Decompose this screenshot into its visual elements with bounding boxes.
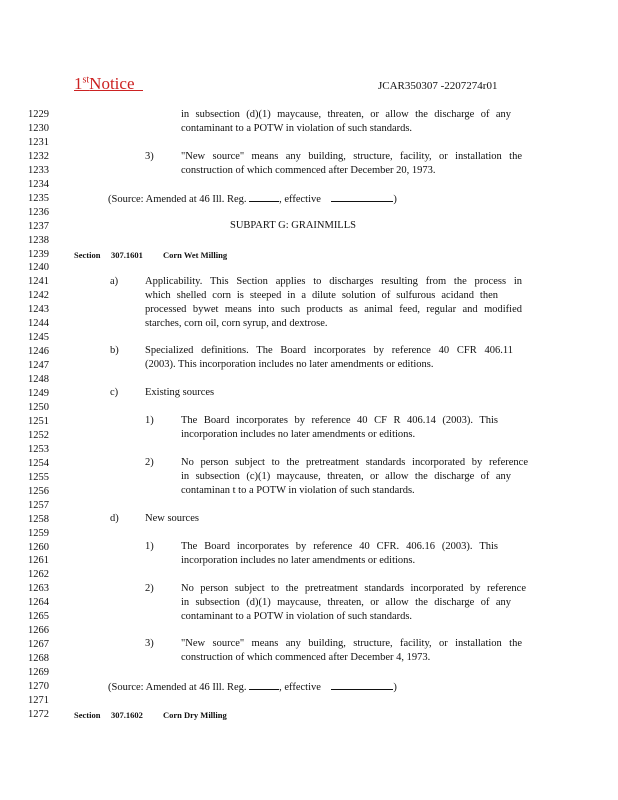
section-1602-id: 307.1602 [111, 710, 143, 720]
d1-line2: incorporation includes no later amendments or editions. [181, 555, 416, 566]
para-d-heading: New sources [145, 513, 199, 524]
line-number: 1235 [28, 192, 49, 204]
source2-b: , effective [279, 682, 321, 693]
item3a-line2: construction of which commenced after December 20, 1973. [181, 165, 436, 176]
line-number: 1264 [28, 597, 49, 609]
line-number: 1240 [28, 262, 49, 274]
line-number: 1232 [28, 150, 49, 162]
c2-number: 2) [145, 457, 154, 468]
section-1601-title: Corn Wet Milling [163, 250, 228, 260]
line-number: 1234 [28, 178, 49, 190]
para-d-label: d) [110, 513, 119, 524]
line-number: 1272 [28, 708, 49, 720]
effective-blank-1 [331, 191, 393, 202]
line-number: 1260 [28, 541, 49, 553]
d1-number: 1) [145, 541, 154, 552]
para-c-heading: Existing sources [145, 387, 215, 398]
source2-a: (Source: Amended at 46 Ill. Reg. [108, 682, 247, 693]
item3a-number: 3) [145, 151, 154, 162]
line-number: 1229 [28, 109, 49, 120]
line-number: 1244 [28, 318, 49, 330]
line-number: 1251 [28, 415, 49, 427]
d3-number: 3) [145, 638, 154, 649]
line-number: 1267 [28, 639, 49, 651]
line-number: 1233 [28, 164, 49, 176]
para-b-line2: (2003). This incorporation includes no later amendments or editions. [145, 359, 434, 370]
c2-line2: in subsection (c)(1) maycause, threaten, or allow the discharge of any [181, 471, 511, 482]
line-number: 1231 [28, 136, 49, 148]
d2-line1: No person subject to the pretreatment standards incorporated by reference [181, 583, 526, 594]
para-c-label: c) [110, 387, 119, 398]
source1-a: (Source: Amended at 46 Ill. Reg. [108, 194, 247, 205]
line-number: 1268 [28, 653, 49, 664]
d3-line2: construction of which commenced after December 4, 1973. [181, 652, 431, 663]
line-number: 1246 [28, 346, 49, 358]
line-number: 1269 [28, 667, 49, 678]
d2-line3: contaminant to a POTW in violation of such standards. [181, 611, 413, 622]
line-number: 1261 [28, 555, 49, 567]
source-note-2 [108, 679, 397, 695]
line-number: 1271 [28, 694, 49, 706]
section-1601-id: 307.1601 [111, 250, 143, 260]
line-number: 1249 [28, 388, 49, 399]
line-number: 1266 [28, 625, 49, 637]
line-number: 1248 [28, 374, 49, 386]
line-number: 1259 [28, 527, 49, 539]
c2-line1: No person subject to the pretreatment standards incorporated by reference [181, 457, 528, 468]
line-number: 1239 [28, 248, 49, 260]
line-number: 1242 [28, 290, 49, 302]
para-a-line1: Applicability. This Section applies to discharges resulting from the process in [145, 276, 522, 287]
line-number: 1245 [28, 332, 49, 344]
notice-label [74, 74, 143, 94]
line-number: 1243 [28, 304, 49, 316]
c1-number: 1) [145, 415, 154, 426]
d1-line1: The Board incorporates by reference 40 CFR. 406.16 (2003). This [181, 541, 498, 552]
c1-line2: incorporation includes no later amendments or editions. [181, 429, 416, 440]
line-number: 1265 [28, 611, 49, 623]
para-b-label: b) [110, 345, 119, 356]
reg-blank-2 [249, 679, 279, 690]
line-number: 1255 [28, 471, 49, 483]
line-number: 1250 [28, 401, 49, 413]
reg-blank-1 [249, 191, 279, 202]
para-a-line4: starches, corn oil, corn syrup, and dextrose. [145, 318, 328, 329]
para-a-line2: which shelled corn is steeped in a dilute solution of sulfurous acidand then [145, 290, 498, 301]
line-number: 1237 [28, 220, 49, 232]
line-number: 1252 [28, 429, 49, 441]
line-number: 1247 [28, 360, 49, 372]
para-b-line1: Specialized definitions. The Board incorporates by reference 40 CFR 406.11 [145, 345, 513, 356]
line-number: 1230 [28, 123, 49, 134]
line-number: 1238 [28, 234, 49, 246]
notice-word: Notice [89, 74, 135, 93]
notice-prefix: 1 [74, 74, 83, 93]
effective-blank-2 [331, 679, 393, 690]
source2-c: ) [393, 682, 397, 693]
line-number: 1263 [28, 583, 49, 595]
line-number: 1253 [28, 443, 49, 455]
block1-line1: in subsection (d)(1) maycause, threaten, or allow the discharge of any [181, 109, 511, 120]
line-number: 1241 [28, 276, 49, 288]
item3a-line1: "New source" means any building, structure, facility, or installation the [181, 151, 522, 162]
line-number: 1256 [28, 485, 49, 497]
section-1602-label: Section [74, 710, 101, 720]
para-a-line3: processed bywet means into such products as animal feed, regular and modified [145, 304, 522, 315]
line-number: 1257 [28, 499, 49, 511]
c1-line1: The Board incorporates by reference 40 CF R 406.14 (2003). This [181, 415, 498, 426]
d2-number: 2) [145, 583, 154, 594]
d2-line2: in subsection (d)(1) maycause, threaten, or allow the discharge of any [181, 597, 511, 608]
line-number: 1254 [28, 457, 49, 469]
source1-b: , effective [279, 194, 321, 205]
line-number: 1270 [28, 680, 49, 692]
line-number: 1258 [28, 513, 49, 525]
doc-id: JCAR350307 -2207274r01 [378, 80, 498, 92]
section-1602-title: Corn Dry Milling [163, 710, 227, 720]
section-1601-label: Section [74, 250, 101, 260]
source1-c: ) [393, 194, 397, 205]
d3-line1: "New source" means any building, structure, facility, or installation the [181, 638, 522, 649]
subpart-heading: SUBPART G: GRAINMILLS [230, 220, 356, 231]
para-a-label: a) [110, 276, 119, 287]
block1-line2: contaminant to a POTW in violation of such standards. [181, 123, 413, 134]
line-number: 1236 [28, 206, 49, 218]
source-note-1 [108, 191, 397, 207]
line-number: 1262 [28, 569, 49, 581]
c2-line3: contaminan t to a POTW in violation of such standards. [181, 485, 415, 496]
notice-sup: st [82, 74, 90, 86]
